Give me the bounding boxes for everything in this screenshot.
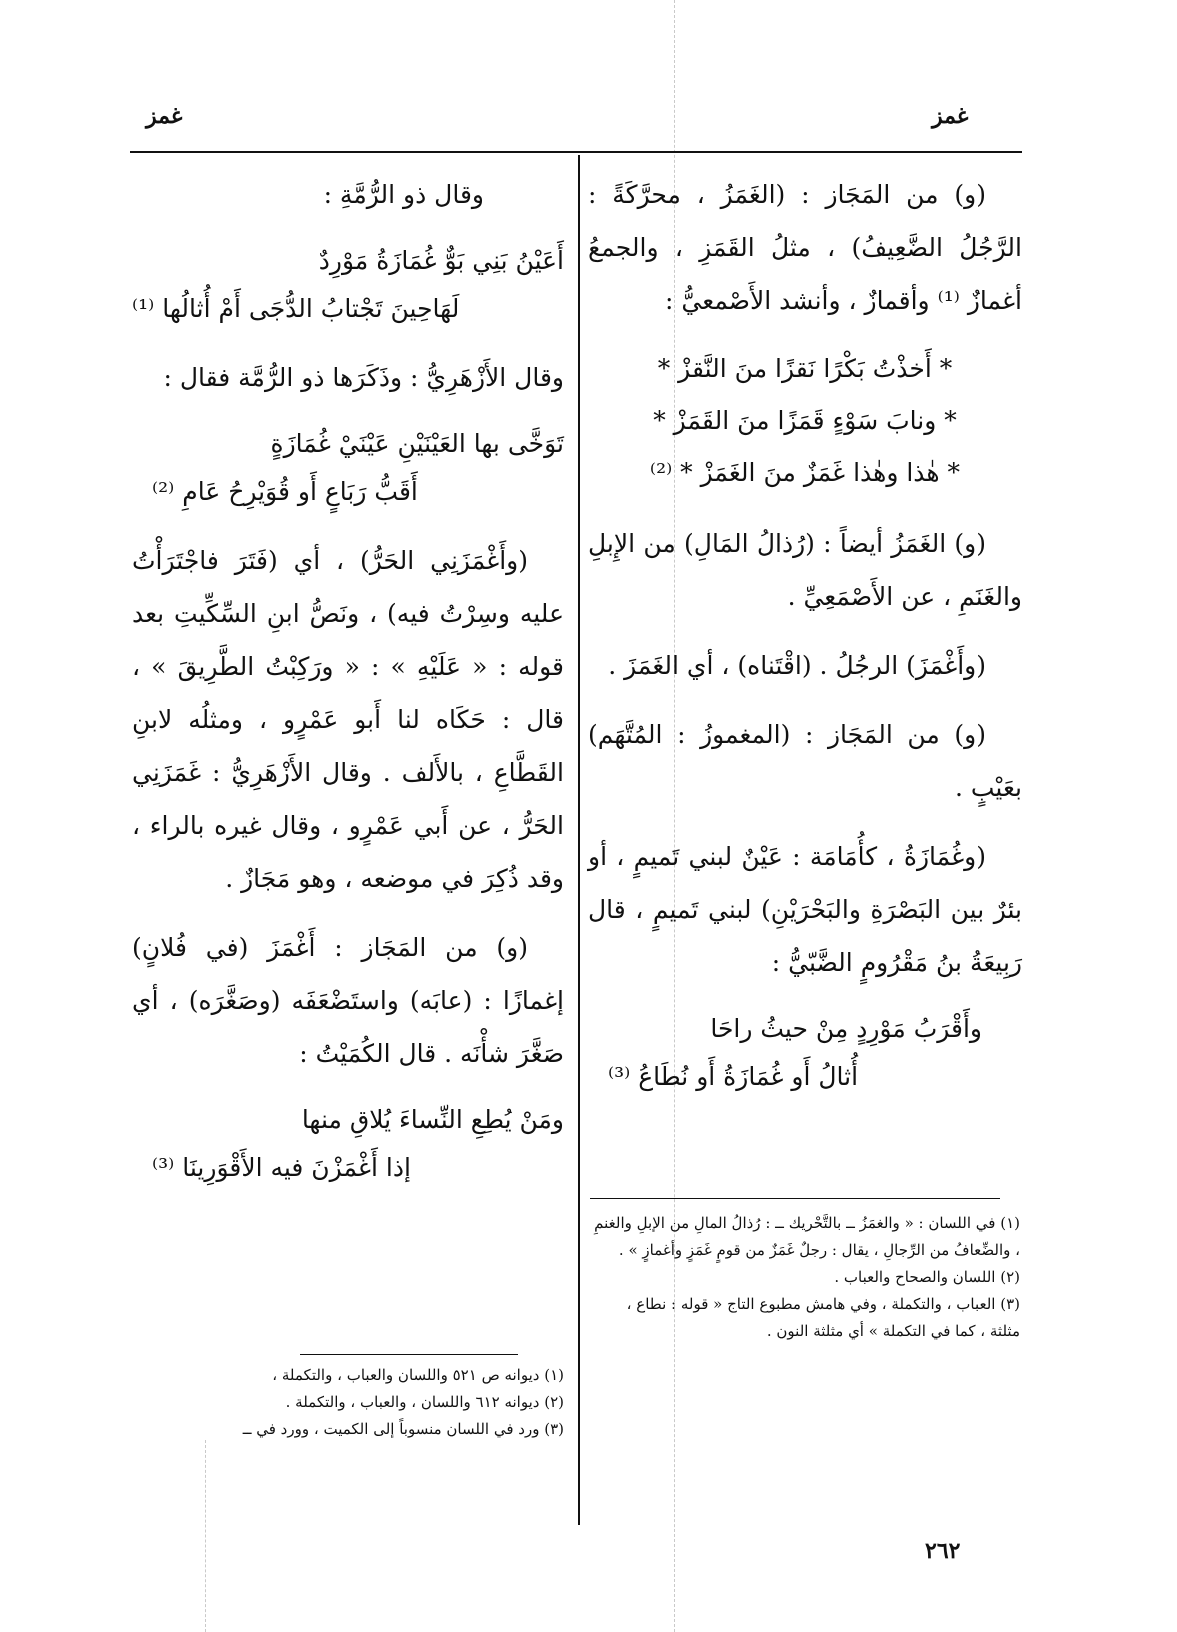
footnote: (٣) ورد في اللسان منسوباً إلى الكميت ، وورد في ــ <box>242 1420 564 1438</box>
poem-line: لَهَاحِينَ تَجْتابُ الدُّجَى أَمْ أُثالُها ⁽¹⁾ <box>132 294 460 323</box>
entry-paragraph: (وأَغْمَزَ) الرجُلُ . (اقْتَناه) ، أي الغَمَزَ . <box>608 651 986 680</box>
verse-line: * أَخذْتُ بَكْرًا نَقزًا منَ النَّقزْ * <box>657 354 953 383</box>
verse-line: * هٰذا وهٰذا غَمَزٌ منَ الغَمَزْ * ⁽²⁾ <box>649 458 961 487</box>
footnote-rule <box>590 1198 1000 1199</box>
footnotes-left <box>134 1362 564 1443</box>
footnote: (١) في اللسان : « والغمَزُ ــ بالتَّحْريك ــ : رُذالُ المالِ من الإبلِ والغنمِ ، والضِّعافُ من الرِّجالِ ، يقال : رجلٌ غَمَزٌ من قومٍ غَمَزٍ وأغمازٍ » . <box>594 1214 1020 1259</box>
poem-line: ومَنْ يُطِعِ النِّساءَ يُلاقِ منها <box>301 1105 564 1134</box>
entry-paragraph: (و) الغَمَزُ أيضاً : (رُذالُ المَالِ) من الإِبلِ والغَنَمِ ، عن الأَصْمَعِيِّ . <box>588 529 1022 611</box>
entry-paragraph: وقال ذو الرُّمَّةِ : <box>323 180 484 209</box>
entry-paragraph: وقال الأَزْهَرِيُّ : وذَكَرَها ذو الرُّمَّة فقال : <box>163 363 564 392</box>
header-rule <box>130 151 1022 153</box>
entry-paragraph: (و) من المَجَاز : (المغموزُ : المُتَّهَم) بعَيْبٍ . <box>588 720 1022 802</box>
verse-line: * ونابَ سَوْءٍ قَمَزًا منَ القَمَزْ * <box>653 406 957 435</box>
header-word-right: غمز <box>932 103 969 129</box>
column-divider <box>578 155 580 1525</box>
header-word-left: غمز <box>146 103 183 129</box>
entry-paragraph: (و) من المَجَاز : (الغَمَزُ ، محرَّكَةً : الرَّجُلُ الضَّعِيفُ) ، مثلُ القَمَزِ ، والجمعُ أغمازٌ ⁽¹⁾ وأقمازٌ ، وأنشد الأَصْمعيُّ : <box>588 180 1022 315</box>
page-number: ٢٦٢ <box>925 1538 961 1564</box>
footnotes-right <box>592 1210 1020 1345</box>
footnote: (٢) اللسان والصحاح والعباب . <box>834 1268 1020 1286</box>
fold-line <box>205 1440 206 1632</box>
footnote: (١) ديوانه ص ٥٢١ واللسان والعباب ، والتكملة ، <box>272 1366 564 1384</box>
poem-line: أَقَبُّ رَبَاعٍ أَو قُوَيْرِحُ عَامِ ⁽²⁾ <box>152 477 418 506</box>
entry-paragraph: (وغُمَازَةُ ، كأُمَامَة : عَيْنٌ لبني تَميمٍ ، أو بئرٌ بين البَصْرَةِ والبَحْرَيْنِ) لبني تَميمٍ ، قال رَبِيعَةُ بنُ مَقْرُومٍ الضَّبّيُّ : <box>588 842 1022 977</box>
poem-line: وأَقْرَبُ مَوْرِدٍ مِنْ حيثُ راحَا <box>710 1014 982 1043</box>
footnote: (٢) ديوانه ٦١٢ واللسان ، والعباب ، والتكملة . <box>285 1393 564 1411</box>
poem-line: أَعَيْنُ بَنِي بَوٌّ غُمَازَةُ مَوْرِدٌ <box>318 246 564 275</box>
entry-paragraph: (وأَغْمَزَنِي الحَرُّ) ، أي (فَتَرَ فاجْتَرَأْتُ عليه وسِرْتُ فيه) ، ونَصُّ ابنِ السِّكِّيتِ بعد قوله : « عَلَيْهِ » : « ورَكِبْتُ الطَّرِيقَ » ، قال : حَكَاه لنا أَبو عَمْرٍو ، ومثلُه لابنِ القَطَّاعِ ، بالأَلف . وقال الأَزْهَرِيُّ : غَمَزَنِي الحَرُّ ، عن أَبي عَمْرٍو ، وقال غيره بالراء ، وقد ذُكِرَ في موضعه ، وهو مَجَازٌ . <box>132 546 564 893</box>
footnote-rule <box>300 1354 518 1355</box>
poem-line: أُثالُ أَو غُمَازَةُ أَو نُطَاعُ ⁽³⁾ <box>608 1062 859 1091</box>
left-column <box>132 168 564 1192</box>
entry-paragraph: (و) من المَجَاز : أَغْمَزَ (في فُلانٍ) إغمازًا : (عابَه) واستَضْعَفَه (وصَغَّرَه) ، أي صَغَّرَ شأْنَه . قال الكُمَيْتُ : <box>132 933 564 1068</box>
right-column <box>588 168 1022 1101</box>
footnote: (٣) العباب ، والتكملة ، وفي هامش مطبوع التاج « قوله : نطاع ، مثلثة ، كما في التكملة » أي مثلثة النون . <box>626 1295 1020 1340</box>
poem-line: إذا أَغْمَزْنَ فيه الأَقْوَرِينَا ⁽³⁾ <box>152 1153 411 1182</box>
poem-line: تَوَخَّى بها العَيْنَيْنِ عَيْنَيْ غُمَازَةٍ <box>270 429 564 458</box>
